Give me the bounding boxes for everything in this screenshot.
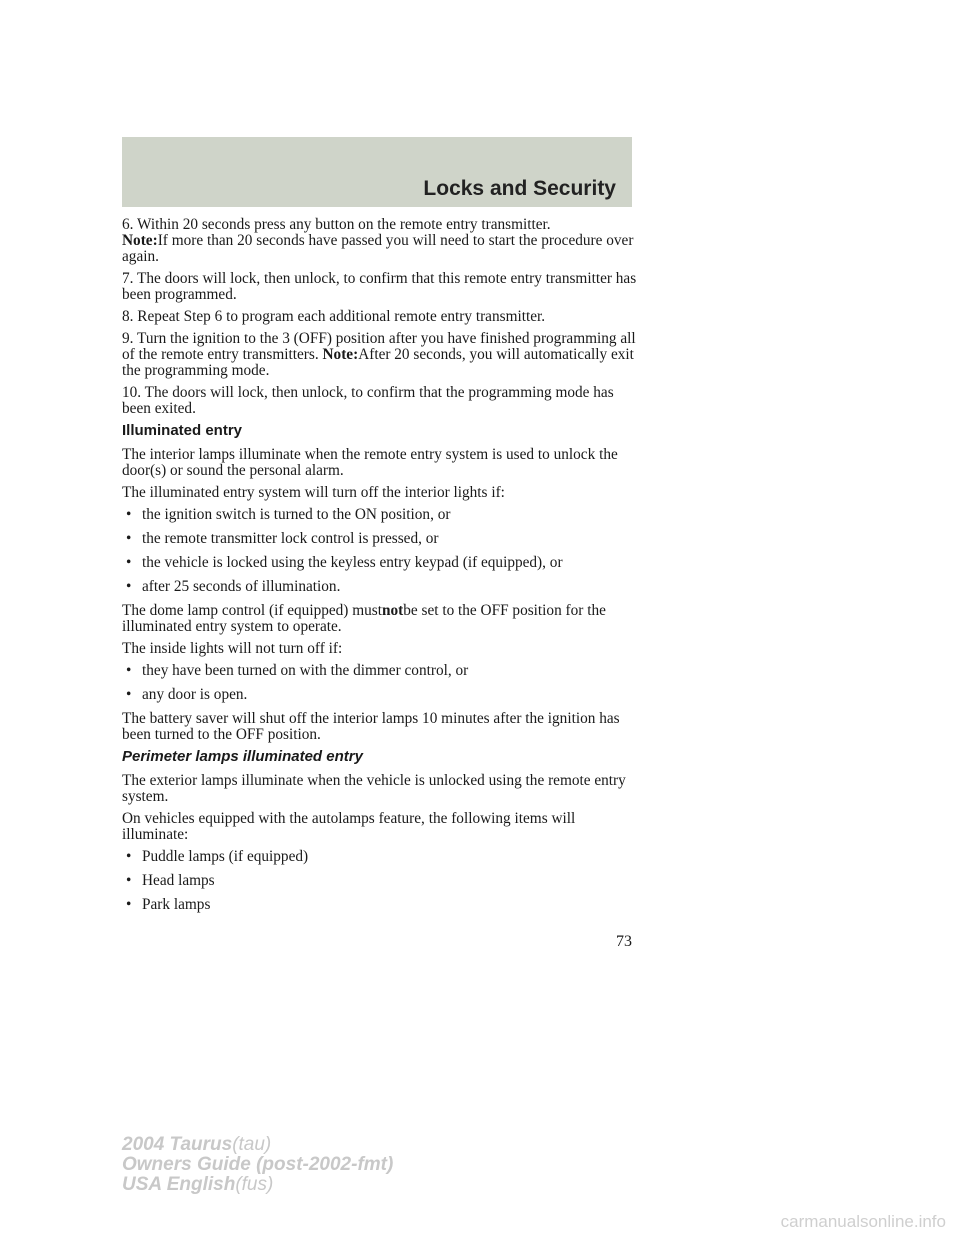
page-content [122,217,637,921]
page-number: 73 [616,933,632,950]
perimeter-lamps-heading: Perimeter lamps illuminated entry [122,748,363,765]
autolamps-items-list [122,849,637,913]
step-10: 10. The doors will lock, then unlock, to confirm that the programming mode has been exited. [122,384,614,417]
bullet-icon: • [126,848,132,865]
bullet-icon: • [126,578,132,595]
stay-on-conditions-list [122,663,637,703]
dome-lamp-paragraph: The dome lamp control (if equipped) mustnotbe set to the OFF position for the illuminated entry system to operate. [122,602,606,635]
list-item: • any door is open. [126,686,248,703]
battery-saver-paragraph: The battery saver will shut off the interior lamps 10 minutes after the ignition has been turned to the OFF position. [122,710,620,743]
footer-line-language: USA English(fus) [122,1174,274,1195]
list-item: • after 25 seconds of illumination. [126,578,341,595]
turn-off-conditions-list [122,507,637,595]
document-footer [122,1135,393,1195]
bullet-icon: • [126,896,132,913]
footer-line-model: 2004 Taurus(tau) [122,1134,272,1155]
section-header-band [122,137,632,207]
illuminated-entry-paragraph: The inside lights will not turn off if: [122,640,343,657]
illuminated-entry-paragraph: The interior lamps illuminate when the remote entry system is used to unlock the door(s) or sound the personal alarm. [122,446,618,479]
step-7: 7. The doors will lock, then unlock, to confirm that this remote entry transmitter has been programmed. [122,270,637,303]
bullet-icon: • [126,872,132,889]
perimeter-paragraph: The exterior lamps illuminate when the vehicle is unlocked using the remote entry system. [122,772,626,805]
bullet-icon: • [126,686,132,703]
list-item: • they have been turned on with the dimmer control, or [126,662,469,679]
footer-line-guide: Owners Guide (post-2002-fmt) [122,1154,394,1175]
list-item: • the ignition switch is turned to the ON position, or [126,506,451,523]
watermark: carmanualsonline.info [780,1212,946,1231]
step-6: 6. Within 20 seconds press any button on the remote entry transmitter. Note:If more than 20 seconds have passed you will need to start the procedure over again. [122,216,634,265]
bullet-icon: • [126,662,132,679]
section-title: Locks and Security [423,177,616,200]
step-8: 8. Repeat Step 6 to program each additional remote entry transmitter. [122,308,546,325]
list-item: • the remote transmitter lock control is pressed, or [126,530,439,547]
bullet-icon: • [126,530,132,547]
bullet-icon: • [126,554,132,571]
list-item: • Puddle lamps (if equipped) [126,848,309,865]
list-item: • the vehicle is locked using the keyless entry keypad (if equipped), or [126,554,563,571]
bullet-icon: • [126,506,132,523]
list-item: • Head lamps [126,872,215,889]
step-9: 9. Turn the ignition to the 3 (OFF) position after you have finished programming all of the remote entry transmitters. Note:After 20 seconds, you will automatically exit the programming mode. [122,330,636,379]
perimeter-paragraph: On vehicles equipped with the autolamps feature, the following items will illuminate: [122,810,576,843]
list-item: • Park lamps [126,896,211,913]
illuminated-entry-heading: Illuminated entry [122,422,243,439]
illuminated-entry-paragraph: The illuminated entry system will turn off the interior lights if: [122,484,505,501]
